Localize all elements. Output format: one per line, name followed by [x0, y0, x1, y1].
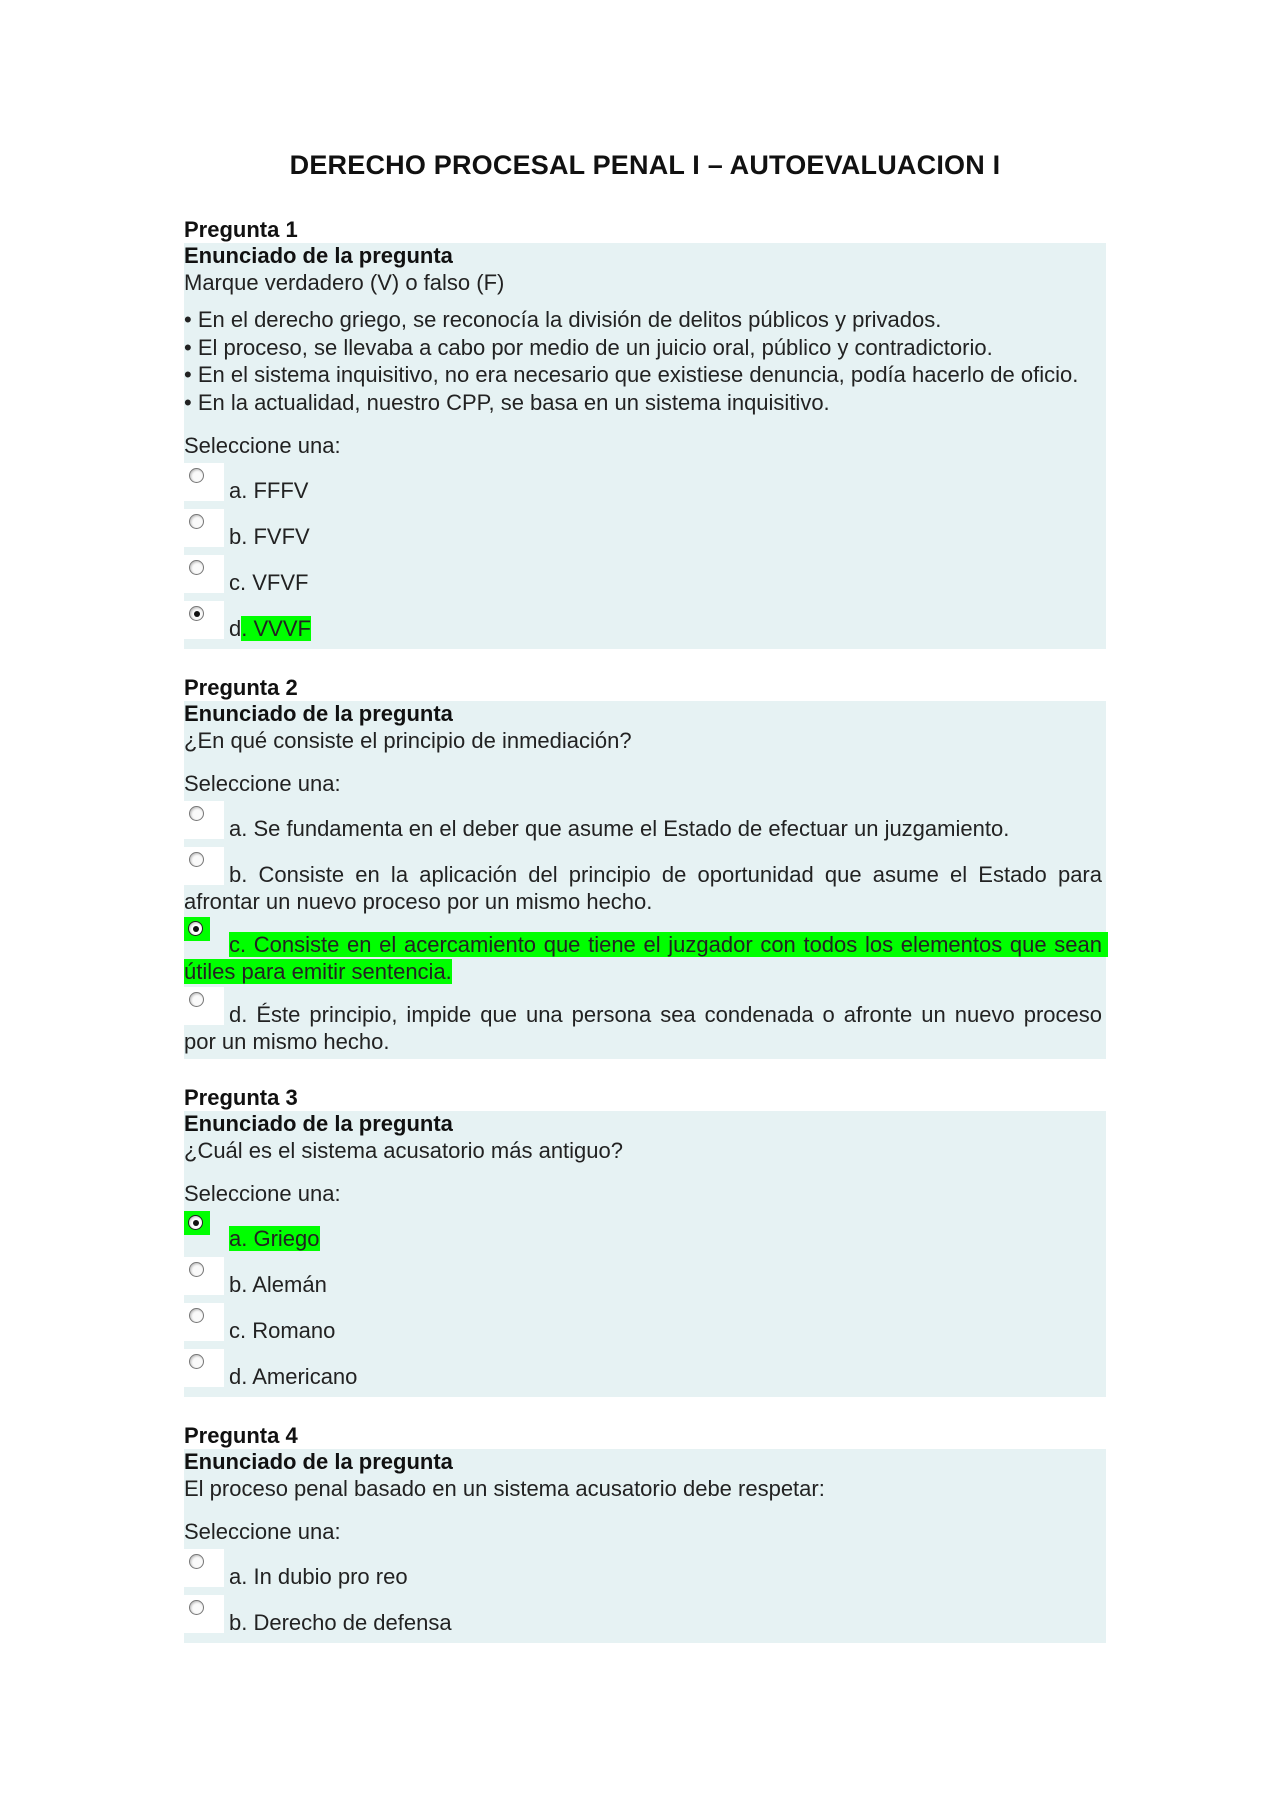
- statement: • En el sistema inquisitivo, no era necesario que existiese denuncia, podía hacerlo de oficio.: [184, 362, 1079, 387]
- radio-checked-icon: [189, 606, 204, 621]
- radio-unchecked-icon: [189, 806, 204, 821]
- question-statements: [184, 306, 1102, 416]
- radio-checked-icon: [188, 921, 203, 936]
- radio-button[interactable]: [184, 509, 224, 547]
- question-heading: Enunciado de la pregunta: [184, 701, 453, 726]
- statement: • En la actualidad, nuestro CPP, se basa en un sistema inquisitivo.: [184, 389, 830, 415]
- radio-button[interactable]: [184, 1595, 224, 1633]
- radio-button[interactable]: [184, 1257, 224, 1295]
- radio-unchecked-icon: [189, 1554, 204, 1569]
- radio-unchecked-icon: [189, 468, 204, 483]
- question-box: [184, 1111, 1106, 1397]
- option-label: a. Se fundamenta en el deber que asume el Estado de efectuar un juzgamiento.: [229, 816, 1010, 841]
- option-label-highlighted: c. Consiste en el acercamiento que tiene el juzgador con todos los elementos que sean útiles para emitir sentencia.: [184, 932, 1109, 984]
- radio-unchecked-icon: [189, 1308, 204, 1323]
- option-label: b. Alemán: [229, 1272, 327, 1297]
- answer-option-b[interactable]: [184, 847, 1109, 915]
- radio-unchecked-icon: [189, 1262, 204, 1277]
- answer-option-b[interactable]: [184, 1595, 1102, 1639]
- radio-button-selected[interactable]: [184, 917, 210, 941]
- answer-option-d[interactable]: [184, 1349, 1102, 1393]
- answer-option-c[interactable]: [184, 1303, 1102, 1347]
- radio-checked-icon: [188, 1215, 203, 1230]
- select-label: Seleccione una:: [184, 1519, 341, 1544]
- question-number: Pregunta 2: [184, 675, 298, 700]
- question-2: [184, 675, 1109, 1059]
- question-text: Marque verdadero (V) o falso (F): [184, 270, 505, 295]
- question-box: [184, 701, 1109, 1059]
- radio-button[interactable]: [184, 1303, 224, 1341]
- question-number: Pregunta 4: [184, 1423, 298, 1448]
- radio-button[interactable]: [184, 801, 224, 839]
- question-heading: Enunciado de la pregunta: [184, 1449, 453, 1474]
- question-box: [184, 1449, 1106, 1643]
- answer-option-c[interactable]: [184, 555, 1102, 599]
- radio-button[interactable]: [184, 847, 224, 885]
- option-label: a. In dubio pro reo: [229, 1564, 408, 1589]
- radio-unchecked-icon: [189, 560, 204, 575]
- radio-unchecked-icon: [189, 992, 204, 1007]
- option-label: b. Consiste en la aplicación del principio de oportunidad que asume el Estado para afrontar un nuevo proceso por un mismo hecho.: [184, 862, 1109, 914]
- radio-unchecked-icon: [189, 852, 204, 867]
- select-label: Seleccione una:: [184, 433, 341, 458]
- radio-unchecked-icon: [189, 514, 204, 529]
- option-label: b. Derecho de defensa: [229, 1610, 452, 1635]
- radio-button[interactable]: [184, 1349, 224, 1387]
- option-label: a. FFFV: [229, 478, 309, 503]
- select-label: Seleccione una:: [184, 771, 341, 796]
- question-text: ¿En qué consiste el principio de inmediación?: [184, 728, 632, 753]
- answer-option-a[interactable]: [184, 801, 1102, 845]
- answer-option-b[interactable]: [184, 509, 1102, 553]
- option-label-prefix: d: [229, 616, 242, 641]
- question-number: Pregunta 3: [184, 1085, 298, 1110]
- option-label: d. Americano: [229, 1364, 358, 1389]
- option-label-highlighted: a. Griego: [229, 1226, 320, 1251]
- radio-button[interactable]: [184, 1549, 224, 1587]
- document-title: DERECHO PROCESAL PENAL I – AUTOEVALUACION I: [289, 150, 1001, 180]
- question-box: [184, 243, 1106, 649]
- answer-option-a[interactable]: [184, 1211, 1102, 1255]
- option-label: c. VFVF: [229, 570, 309, 595]
- statement: • En el derecho griego, se reconocía la división de delitos públicos y privados.: [184, 307, 942, 332]
- question-heading: Enunciado de la pregunta: [184, 243, 453, 268]
- radio-button[interactable]: [184, 555, 224, 593]
- question-text: El proceso penal basado en un sistema acusatorio debe respetar:: [184, 1476, 825, 1501]
- answer-option-c[interactable]: [184, 917, 1109, 985]
- document-page: [184, 150, 1109, 1669]
- answer-option-a[interactable]: [184, 1549, 1102, 1593]
- answer-option-d[interactable]: [184, 987, 1109, 1055]
- question-4: [184, 1423, 1106, 1643]
- question-text: ¿Cuál es el sistema acusatorio más antiguo?: [184, 1138, 623, 1163]
- option-label-highlighted: . VVVF: [241, 616, 311, 641]
- answer-option-d[interactable]: [184, 601, 1102, 645]
- select-label: Seleccione una:: [184, 1181, 341, 1206]
- radio-button-selected[interactable]: [184, 601, 224, 639]
- radio-button[interactable]: [184, 463, 224, 501]
- answer-option-b[interactable]: [184, 1257, 1102, 1301]
- option-label: c. Romano: [229, 1318, 336, 1343]
- question-3: [184, 1085, 1106, 1397]
- statement: • El proceso, se llevaba a cabo por medio de un juicio oral, público y contradictorio.: [184, 334, 993, 360]
- radio-button-selected[interactable]: [184, 1211, 210, 1235]
- option-label: b. FVFV: [229, 524, 310, 549]
- radio-unchecked-icon: [189, 1600, 204, 1615]
- radio-button[interactable]: [184, 987, 224, 1025]
- question-1: [184, 217, 1106, 649]
- answer-option-a[interactable]: [184, 463, 1102, 507]
- radio-unchecked-icon: [189, 1354, 204, 1369]
- question-number: Pregunta 1: [184, 217, 298, 242]
- option-label: d. Éste principio, impide que una persona sea condenada o afronte un nuevo proceso por un mismo hecho.: [184, 1002, 1109, 1054]
- question-heading: Enunciado de la pregunta: [184, 1111, 453, 1136]
